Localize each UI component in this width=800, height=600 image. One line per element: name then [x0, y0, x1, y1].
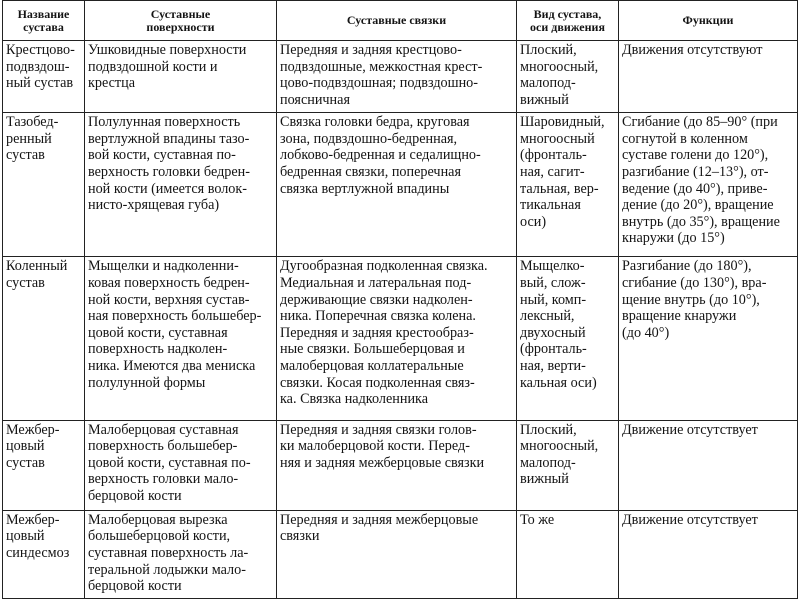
- cell-surfaces: Малоберцовая суставная поверхность большебер- цовой кости, суставная по- верхность головки мало- берцовой кости: [85, 420, 277, 510]
- cell-joint-name: Крестцово- подвздош- ный сустав: [3, 41, 85, 113]
- table-row-tibiofibular-joint: [3, 420, 798, 510]
- header-joint-type-axes: Вид сустава, оси движения: [517, 1, 619, 41]
- header-functions: Функции: [619, 1, 798, 41]
- cell-joint-type: Шаровидный, многоосный (фронталь- ная, сагит- тальная, вер- тикальная оси): [517, 113, 619, 257]
- joints-table: [2, 0, 798, 599]
- table-row-tibiofibular-syndesmosis: [3, 510, 798, 598]
- cell-surfaces: Полулунная поверхность вертлужной впадины тазо- вой кости, суставная по- верхность головки бедрен- ной кости (имеется волок- нисто-хрящевая губа): [85, 113, 277, 257]
- header-joint-name: Название сустава: [3, 1, 85, 41]
- cell-surfaces: Ушковидные поверхности подвздошной кости и крестца: [85, 41, 277, 113]
- cell-joint-type: Плоский, многоосный, малопод- вижный: [517, 420, 619, 510]
- table-row-knee: [3, 257, 798, 420]
- cell-joint-type: Мыщелко- вый, слож- ный, комп- лексный, двухосный (фронталь- ная, верти- кальная оси): [517, 257, 619, 420]
- cell-joint-name: Межбер- цовый синдесмоз: [3, 510, 85, 598]
- header-row: [3, 1, 798, 41]
- header-ligaments: Суставные связки: [277, 1, 517, 41]
- cell-functions: Разгибание (до 180°), сгибание (до 130°), вра- щение внутрь (до 10°), вращение кнаружи (до 40°): [619, 257, 798, 420]
- cell-functions: Сгибание (до 85–90° (при согнутой в коленном суставе голени до 120°), разгибание (12–13°), от- ведение (до 40°), приве- дение (до 20°), вращение внутрь (до 35°), вращение кнаружи (до 15°): [619, 113, 798, 257]
- cell-surfaces: Малоберцовая вырезка большеберцовой кости, суставная поверхность ла- теральной лодыжки мало- берцовой кости: [85, 510, 277, 598]
- header-articular-surfaces: Суставные поверхности: [85, 1, 277, 41]
- cell-functions: Движение отсутствует: [619, 510, 798, 598]
- cell-joint-name: Тазобед- ренный сустав: [3, 113, 85, 257]
- cell-joint-type: Плоский, многоосный, малопод- вижный: [517, 41, 619, 113]
- cell-functions: Движение отсутствует: [619, 420, 798, 510]
- cell-joint-name: Межбер- цовый сустав: [3, 420, 85, 510]
- table-row-sacroiliac: [3, 41, 798, 113]
- cell-joint-name: Коленный сустав: [3, 257, 85, 420]
- table-row-hip: [3, 113, 798, 257]
- cell-ligaments: Связка головки бедра, круговая зона, подвздошно-бедренная, лобково-бедренная и седалищно- бедренная связки, поперечная связка вертлужной впадины: [277, 113, 517, 257]
- cell-ligaments: Передняя и задняя межберцовые связки: [277, 510, 517, 598]
- cell-joint-type: То же: [517, 510, 619, 598]
- cell-functions: Движения отсутствуют: [619, 41, 798, 113]
- cell-ligaments: Передняя и задняя связки голов- ки малоберцовой кости. Перед- няя и задняя межберцовые связки: [277, 420, 517, 510]
- cell-ligaments: Дугообразная подколенная связка. Медиальная и латеральная под- держивающие связки надколен- ника. Поперечная связка колена. Передняя и задняя крестообраз- ные связки. Большеберцовая и малоберцовая коллатеральные связки. Косая подколенная связ- ка. Связка надколенника: [277, 257, 517, 420]
- cell-surfaces: Мыщелки и надколенни- ковая поверхность бедрен- ной кости, верхняя сустав- ная поверхность большебер- цовой кости, суставная поверхность надколен- ника. Имеются два мениска полулунной формы: [85, 257, 277, 420]
- cell-ligaments: Передняя и задняя крестцово- подвздошные, межкостная крест- цово-подвздошная; подвздошно- поясничная: [277, 41, 517, 113]
